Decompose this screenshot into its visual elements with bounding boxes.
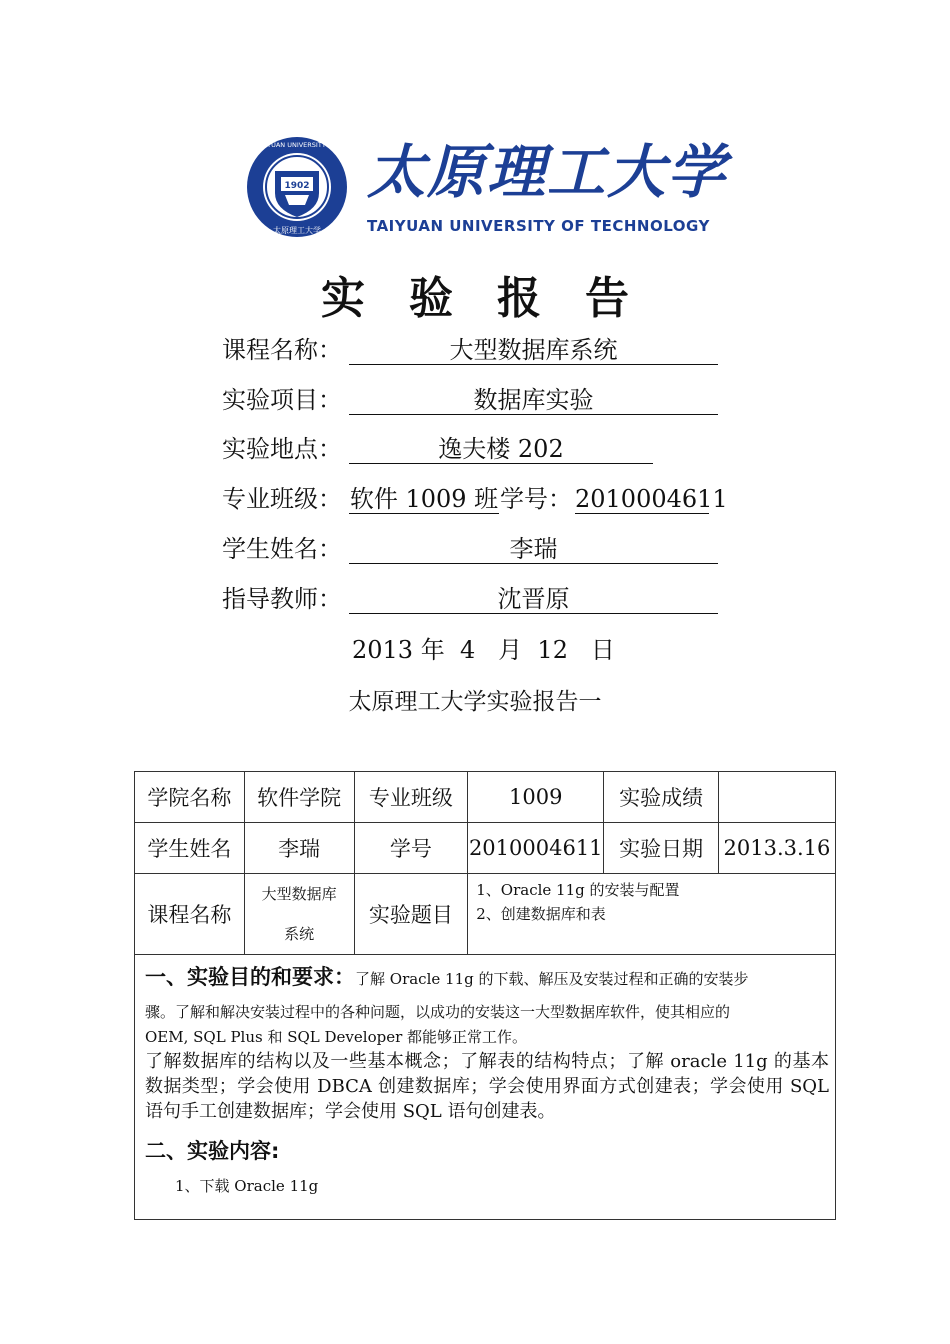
table-row: 课程名称 大型数据库 系统 实验题目 1、Oracle 11g 的安装与配置 2、创建数据库和表 [135, 874, 836, 955]
student-value: 李瑞 [349, 529, 718, 564]
project-value: 数据库实验 [349, 380, 718, 415]
report-title: 实验报告 [321, 273, 673, 324]
student-id-label: 学号： [500, 485, 572, 513]
section1-line2: 骤。了解和解决安装过程中的各种问题，以成功的安装这一大型数据库软件，使其相应的 [145, 1003, 731, 1021]
grade-cell [718, 772, 835, 823]
teacher-value: 沈晋原 [349, 579, 718, 614]
field-teacher: 指导教师： 沈晋原 [222, 579, 342, 619]
table-row: 学生姓名 李瑞 学号 2010004611 实验日期 2013.3.16 [135, 823, 836, 874]
student-id-value: 2010004611 [575, 479, 709, 514]
section1-paragraph: 了解数据库的结构以及一些基本概念；了解表的结构特点；了解 oracle 11g 的基本数据类型；学会使用 DBCA 创建数据库；学会使用界面方式创建表；学会使用 SQL 语句手工创建数据库；学会使用 SQL 语句创建表。 [145, 1051, 829, 1122]
logo-name-en: TAIYUAN UNIVERSITY OF TECHNOLOGY [367, 217, 710, 235]
table-row: 学院名称 软件学院 专业班级 1009 实验成绩 [135, 772, 836, 823]
location-value: 逸夫楼 202 [349, 429, 653, 464]
svg-text:1902: 1902 [284, 181, 310, 191]
course-name-cell: 大型数据库 系统 [244, 874, 354, 955]
field-student: 学生姓名： 李瑞 [222, 529, 342, 569]
section2-step1: 1、下载 Oracle 11g [175, 1177, 319, 1195]
field-location: 实验地点： 逸夫楼 202 [222, 429, 342, 469]
report-subtitle: 太原理工大学实验报告一 [348, 689, 602, 715]
svg-text:TAIYUAN UNIVERSITY OF: TAIYUAN UNIVERSITY OF [257, 141, 337, 149]
university-seal-icon [245, 135, 349, 239]
section1-heading-line: 一、实验目的和要求：了解 Oracle 11g 的下载、解压及安装过程和正确的安装步 [145, 965, 749, 989]
topics-cell: 1、Oracle 11g 的安装与配置 2、创建数据库和表 [468, 874, 836, 955]
report-date: 2013 年 4 月 12 日 [352, 636, 615, 664]
field-project: 实验项目： 数据库实验 [222, 380, 342, 420]
report-content [134, 947, 836, 1220]
report-info-table [134, 771, 836, 955]
section2-heading: 二、实验内容: [145, 1139, 280, 1163]
section1-line3: OEM, SQL Plus 和 SQL Developer 都能够正常工作。 [145, 1028, 528, 1046]
logo-name-cn: 太原理工大学 [367, 138, 728, 206]
field-class: 专业班级： 软件 1009 班 学号： 2010004611 [222, 479, 342, 519]
svg-text:太原理工大学: 太原理工大学 [273, 226, 321, 235]
course-value: 大型数据库系统 [349, 330, 718, 365]
field-course: 课程名称： 大型数据库系统 [222, 330, 342, 370]
class-value: 软件 1009 班 [349, 479, 499, 514]
university-logo [245, 135, 728, 240]
